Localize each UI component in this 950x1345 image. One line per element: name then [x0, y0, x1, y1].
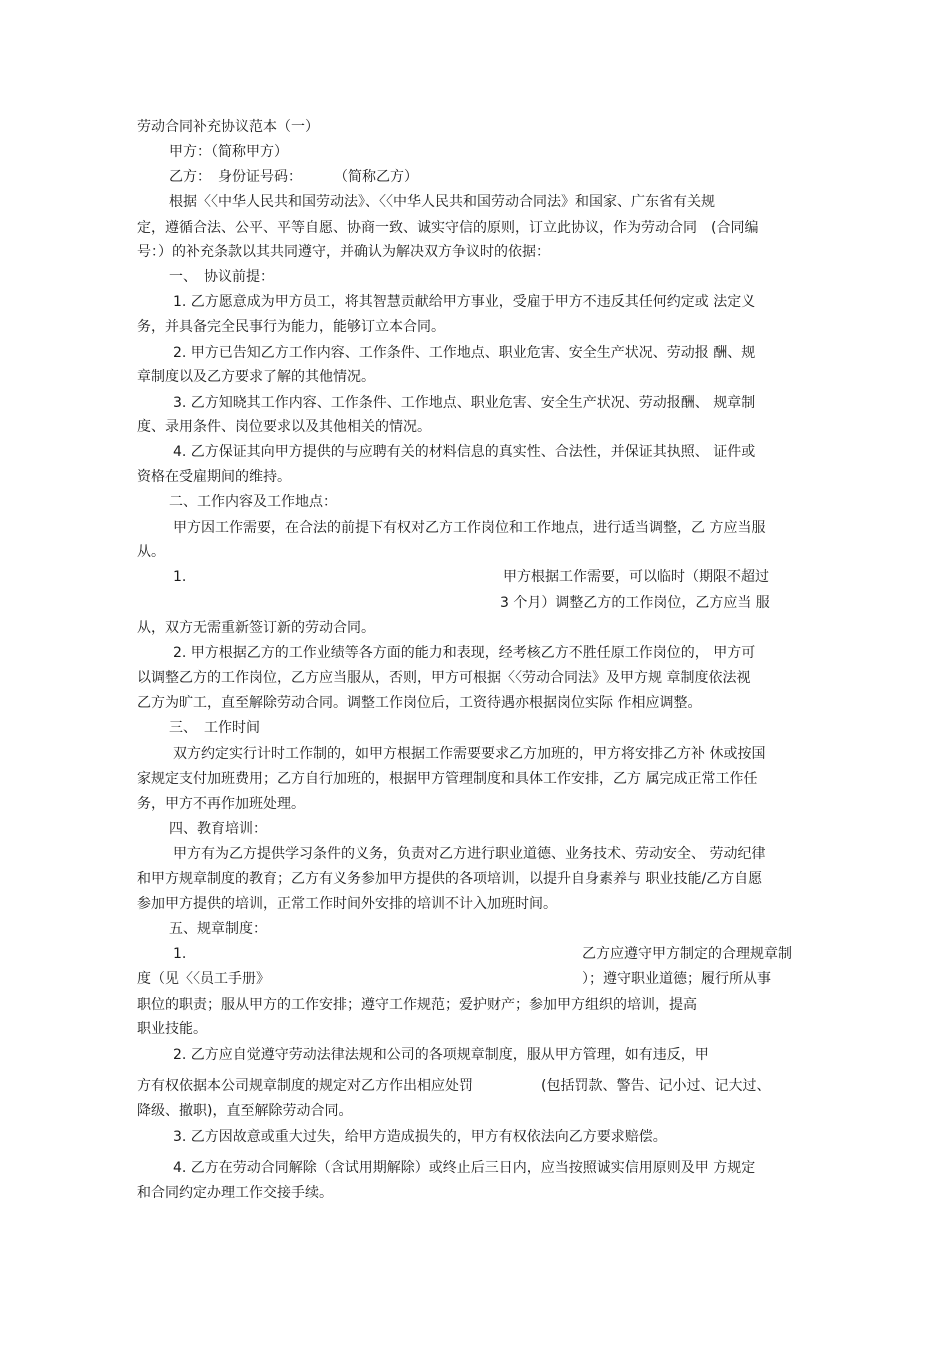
document-title: 劳动合同补充协议范本（一） — [137, 119, 319, 135]
section-5-heading: 五、规章制度： — [169, 921, 267, 937]
s4-para-line-3: 参加甲方提供的培训，正常工作时间外安排的培训不计入加班时间。 — [137, 896, 557, 912]
party-a-line: 甲方：（简称甲方） — [169, 144, 288, 160]
party-b-abbrev: （简称乙方） — [334, 169, 418, 185]
party-b-line: 乙方： 身份证号码： — [169, 169, 302, 185]
s4-para-line-1: 甲方有为乙方提供学习条件的义务，负责对乙方进行职业道德、业务技术、劳动安全、 劳动纪律 — [173, 846, 766, 862]
s1-item-4-line-2: 资格在受雇期间的维持。 — [137, 469, 291, 485]
s5-item-2-line-3: 降级、撤职)，直至解除劳动合同。 — [137, 1103, 353, 1119]
s5-item-1-line-2b: ）；遵守职业道德；履行所从事 — [582, 971, 771, 987]
s1-item-1-line-1: 1. 乙方愿意成为甲方员工，将其智慧贡献给甲方事业，受雇于甲方不违反其任何约定或 法定义 — [173, 294, 756, 310]
s1-item-2-line-1: 2. 甲方已告知乙方工作内容、工作条件、工作地点、职业危害、安全生产状况、劳动报 酬、规 — [173, 345, 756, 361]
s5-item-3: 3. 乙方因故意或重大过失，给甲方造成损失的，甲方有权依法向乙方要求赔偿。 — [173, 1129, 667, 1145]
s5-item-1-number: 1. — [173, 946, 187, 962]
s1-item-1-line-2: 务，并具备完全民事行为能力，能够订立本合同。 — [137, 319, 445, 335]
intro-line-3: 号：）的补充条款以其共同遵守，并确认为解决双方争议时的依据： — [137, 244, 550, 260]
intro-line-1: 根据〈〈中华人民共和国劳动法》、〈〈中华人民共和国劳动合同法》和国家、广东省有关规 — [169, 194, 715, 210]
s2-item-2-line-1: 2. 甲方根据乙方的工作业绩等各方面的能力和表现，经考核乙方不胜任原工作岗位的， 甲方可 — [173, 645, 756, 661]
s5-item-1-line-4: 职业技能。 — [137, 1021, 207, 1037]
section-4-heading: 四、教育培训： — [169, 821, 267, 837]
s2-item-2-line-3: 乙方为旷工，直至解除劳动合同。调整工作岗位后，工资待遇亦根据岗位实际 作相应调整。 — [137, 695, 702, 711]
s3-para-line-2: 家规定支付加班费用；乙方自行加班的，根据甲方管理制度和具体工作安排，乙方 属完成正常工作任 — [137, 771, 758, 787]
s5-item-4-line-1: 4. 乙方在劳动合同解除（含试用期解除）或终止后三日内，应当按照诚实信用原则及甲 方规定 — [173, 1160, 756, 1176]
s1-item-2-line-2: 章制度以及乙方要求了解的其他情况。 — [137, 369, 375, 385]
s5-item-2-line-1: 2. 乙方应自觉遵守劳动法律法规和公司的各项规章制度，服从甲方管理，如有违反，甲 — [173, 1047, 709, 1063]
intro-line-2: 定，遵循合法、公平、平等自愿、协商一致、诚实守信的原则，订立此协议，作为劳动合同 (合同编 — [137, 220, 759, 236]
s5-item-1-line-3: 职位的职责；服从甲方的工作安排；遵守工作规范；爱护财产；参加甲方组织的培训，提高 — [137, 997, 697, 1013]
s2-item-1-number: 1. — [173, 569, 187, 585]
s1-item-3-line-2: 度、录用条件、岗位要求以及其他相关的情况。 — [137, 419, 431, 435]
section-1-heading: 一、 协议前提： — [169, 269, 274, 285]
s4-para-line-2: 和甲方规章制度的教育；乙方有义务参加甲方提供的各项培训，以提升自身素养与 职业技能/乙方自愿 — [137, 871, 763, 887]
s5-item-1-line-1: 乙方应遵守甲方制定的合理规章制 — [582, 946, 792, 962]
section-3-heading: 三、 工作时间 — [169, 720, 260, 736]
s3-para-line-1: 双方约定实行计时工作制的，如甲方根据工作需要要求乙方加班的，甲方将安排乙方补 休或按国 — [173, 746, 766, 762]
s1-item-3-line-1: 3. 乙方知晓其工作内容、工作条件、工作地点、职业危害、安全生产状况、劳动报酬、 规章制 — [173, 395, 756, 411]
s2-item-1-line-2: 3 个月）调整乙方的工作岗位，乙方应当 服 — [500, 595, 770, 611]
s5-item-1-line-2a: 度（见〈〈员工手册》 — [137, 971, 270, 987]
s2-para-line-1: 甲方因工作需要，在合法的前提下有权对乙方工作岗位和工作地点，进行适当调整，乙 方应当服 — [173, 520, 766, 536]
s3-para-line-3: 务，甲方不再作加班处理。 — [137, 796, 305, 812]
s2-item-1-line-1: 甲方根据工作需要，可以临时（期限不超过 — [503, 569, 769, 585]
s2-item-2-line-2: 以调整乙方的工作岗位，乙方应当服从，否则，甲方可根据〈〈劳动合同法》及甲方规 章制度依法视 — [137, 670, 751, 686]
section-2-heading: 二、工作内容及工作地点： — [169, 494, 337, 510]
s5-item-2-line-2a: 方有权依据本公司规章制度的规定对乙方作出相应处罚 — [137, 1078, 473, 1094]
s2-item-1-line-3: 从，双方无需重新签订新的劳动合同。 — [137, 620, 375, 636]
s1-item-4-line-1: 4. 乙方保证其向甲方提供的与应聘有关的材料信息的真实性、合法性，并保证其执照、 证件或 — [173, 444, 756, 460]
s5-item-2-line-2b: (包括罚款、警告、记小过、记大过、 — [541, 1078, 771, 1094]
s5-item-4-line-2: 和合同约定办理工作交接手续。 — [137, 1185, 333, 1201]
s2-para-line-2: 从。 — [137, 544, 165, 560]
